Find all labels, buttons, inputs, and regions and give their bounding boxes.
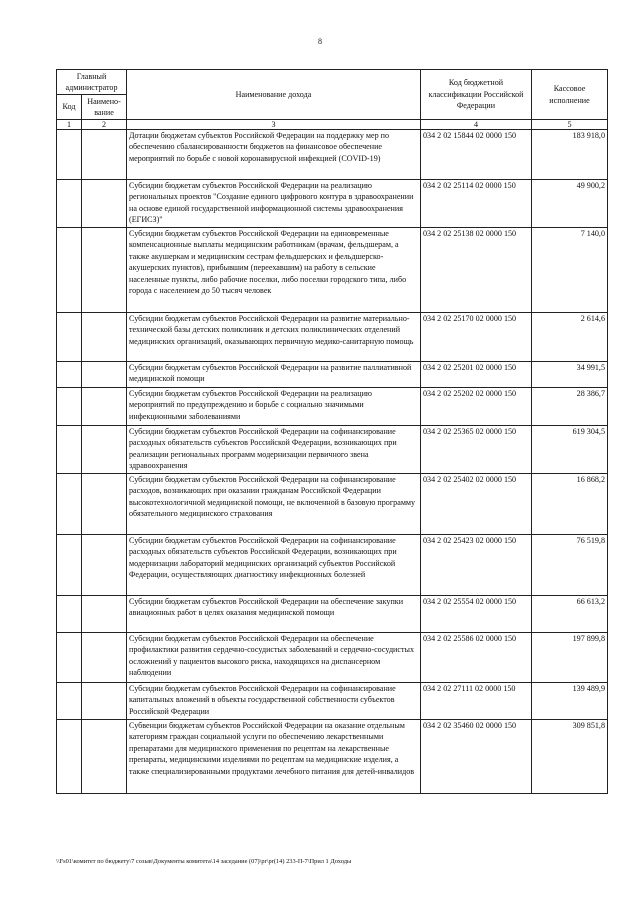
column-number: 3: [127, 120, 421, 130]
admin-name-cell: [82, 720, 127, 794]
budget-code: 034 2 02 25423 02 0000 150: [421, 535, 532, 596]
header-income-name: Наименование дохода: [127, 70, 421, 120]
cash-amount: 309 851,8: [532, 720, 608, 794]
admin-name-cell: [82, 474, 127, 535]
table-row: [57, 633, 608, 683]
header-row-top: [57, 70, 608, 95]
cash-amount: 28 386,7: [532, 388, 608, 426]
admin-code-cell: [57, 633, 82, 683]
footer-file-path: \\Fs01\комитет по бюджету\7 созыв\Документы комитета\14 заседание (07)\pr\pr(14) 233-П-7\Прил 1 Доходы: [56, 858, 352, 865]
admin-name-cell: [82, 130, 127, 180]
header-budget-code: Код бюджетной классификации Российской Федерации: [421, 70, 532, 120]
admin-name-cell: [82, 388, 127, 426]
cash-amount: 7 140,0: [532, 228, 608, 313]
income-name: Дотации бюджетам субъектов Российской Федерации на поддержку мер по обеспечению сбалансированности бюджетов на финансовое обеспечение мероприятий по борьбе с новой коронавирусной инфекцией (COVID-19): [127, 130, 421, 180]
income-name: Субсидии бюджетам субъектов Российской Федерации на софинансирование расходов, возникающих при оказании гражданам Российской Федерации высокотехнологичной медицинской помощи, не включенной в базовую программу обязательного медицинского страхования: [127, 474, 421, 535]
admin-name-cell: [82, 180, 127, 228]
admin-code-cell: [57, 474, 82, 535]
column-number: 4: [421, 120, 532, 130]
cash-amount: 49 900,2: [532, 180, 608, 228]
header-cash-execution: Кассовое исполнение: [532, 70, 608, 120]
income-name: Субсидии бюджетам субъектов Российской Федерации на развитие паллиативной медицинской помощи: [127, 362, 421, 388]
admin-name-cell: [82, 535, 127, 596]
admin-code-cell: [57, 535, 82, 596]
header-main-admin: Главный администратор: [57, 70, 127, 95]
admin-code-cell: [57, 362, 82, 388]
income-name: Субвенции бюджетам субъектов Российской Федерации на оказание отдельным категориям граждан социальной услуги по обеспечению лекарственными препаратами для медицинского применения по рецептам на лекарственные препараты, медицинскими изделиями по рецептам на медицинские изделия, а также специализированными продуктами лечебного питания для детей-инвалидов: [127, 720, 421, 794]
column-number: 1: [57, 120, 82, 130]
column-number-row: [57, 120, 608, 130]
budget-code: 034 2 02 25365 02 0000 150: [421, 426, 532, 474]
admin-name-cell: [82, 683, 127, 720]
budget-code: 034 2 02 25114 02 0000 150: [421, 180, 532, 228]
revenue-table: [56, 69, 608, 794]
budget-code: 034 2 02 25586 02 0000 150: [421, 633, 532, 683]
admin-name-cell: [82, 362, 127, 388]
budget-code: 034 2 02 27111 02 0000 150: [421, 683, 532, 720]
income-name: Субсидии бюджетам субъектов Российской Федерации на реализацию мероприятий по предупреждению и борьбе с социально значимыми инфекционными заболеваниями: [127, 388, 421, 426]
table-row: [57, 426, 608, 474]
cash-amount: 2 614,6: [532, 313, 608, 362]
header-name-short: Наимено-вание: [82, 95, 127, 120]
admin-name-cell: [82, 426, 127, 474]
table-row: [57, 130, 608, 180]
admin-name-cell: [82, 596, 127, 633]
budget-code: 034 2 02 15844 02 0000 150: [421, 130, 532, 180]
page-number: 8: [318, 37, 322, 46]
budget-code: 034 2 02 25202 02 0000 150: [421, 388, 532, 426]
admin-name-cell: [82, 313, 127, 362]
income-name: Субсидии бюджетам субъектов Российской Федерации на софинансирование расходных обязательств субъектов Российской Федерации, возникающих при модернизации лабораторий медицинских организаций субъектов Российской Федерации, осуществляющих диагностику инфекционных болезней: [127, 535, 421, 596]
admin-code-cell: [57, 596, 82, 633]
admin-code-cell: [57, 180, 82, 228]
header-code: Код: [57, 95, 82, 120]
admin-code-cell: [57, 426, 82, 474]
cash-amount: 34 991,5: [532, 362, 608, 388]
income-name: Субсидии бюджетам субъектов Российской Федерации на обеспечение закупки авиационных работ в целях оказания медицинской помощи: [127, 596, 421, 633]
cash-amount: 76 519,8: [532, 535, 608, 596]
cash-amount: 139 489,9: [532, 683, 608, 720]
budget-code: 034 2 02 25402 02 0000 150: [421, 474, 532, 535]
admin-code-cell: [57, 313, 82, 362]
table-row: [57, 388, 608, 426]
admin-code-cell: [57, 130, 82, 180]
table-row: [57, 313, 608, 362]
budget-code: 034 2 02 25138 02 0000 150: [421, 228, 532, 313]
income-name: Субсидии бюджетам субъектов Российской Федерации на развитие материально-технической базы детских поликлиник и детских поликлинических отделений медицинских организаций, оказывающих первичную медико-санитарную помощь: [127, 313, 421, 362]
admin-code-cell: [57, 388, 82, 426]
table-row: [57, 683, 608, 720]
cash-amount: 16 868,2: [532, 474, 608, 535]
cash-amount: 66 613,2: [532, 596, 608, 633]
income-name: Субсидии бюджетам субъектов Российской Федерации на обеспечение профилактики развития сердечно-сосудистых заболеваний и сердечно-сосудистых осложнений у пациентов высокого риска, находящихся на диспансерном наблюдении: [127, 633, 421, 683]
column-number: 2: [82, 120, 127, 130]
cash-amount: 619 304,5: [532, 426, 608, 474]
cash-amount: 197 899,8: [532, 633, 608, 683]
table-row: [57, 596, 608, 633]
table-row: [57, 180, 608, 228]
table-row: [57, 228, 608, 313]
table-row: [57, 362, 608, 388]
table-row: [57, 720, 608, 794]
income-name: Субсидии бюджетам субъектов Российской Федерации на софинансирование капитальных вложений в объекты государственной собственности субъектов Российской Федерации: [127, 683, 421, 720]
admin-code-cell: [57, 683, 82, 720]
budget-code: 034 2 02 25201 02 0000 150: [421, 362, 532, 388]
cash-amount: 183 918,0: [532, 130, 608, 180]
column-number: 5: [532, 120, 608, 130]
admin-name-cell: [82, 633, 127, 683]
table-row: [57, 474, 608, 535]
income-name: Субсидии бюджетам субъектов Российской Федерации на реализацию региональных проектов "Создание единого цифрового контура в здравоохранении на основе единой государственной информационной системы здравоохранения (ЕГИСЗ)": [127, 180, 421, 228]
budget-code: 034 2 02 25170 02 0000 150: [421, 313, 532, 362]
income-name: Субсидии бюджетам субъектов Российской Федерации на софинансирование расходных обязательств субъектов Российской Федерации, возникающих при реализации региональных программ модернизации первичного звена здравоохранения: [127, 426, 421, 474]
table-row: [57, 535, 608, 596]
budget-code: 034 2 02 35460 02 0000 150: [421, 720, 532, 794]
admin-name-cell: [82, 228, 127, 313]
budget-code: 034 2 02 25554 02 0000 150: [421, 596, 532, 633]
income-name: Субсидии бюджетам субъектов Российской Федерации на единовременные компенсационные выплаты медицинским работникам (врачам, фельдшерам, а также акушеркам и медицинским сестрам фельдшерских и фельдшерско-акушерских пунктов), прибывшим (переехавшим) на работу в сельские населенные пункты, либо рабочие поселки, либо поселки городского типа, либо города с населением до 50 тысяч человек: [127, 228, 421, 313]
admin-code-cell: [57, 720, 82, 794]
admin-code-cell: [57, 228, 82, 313]
